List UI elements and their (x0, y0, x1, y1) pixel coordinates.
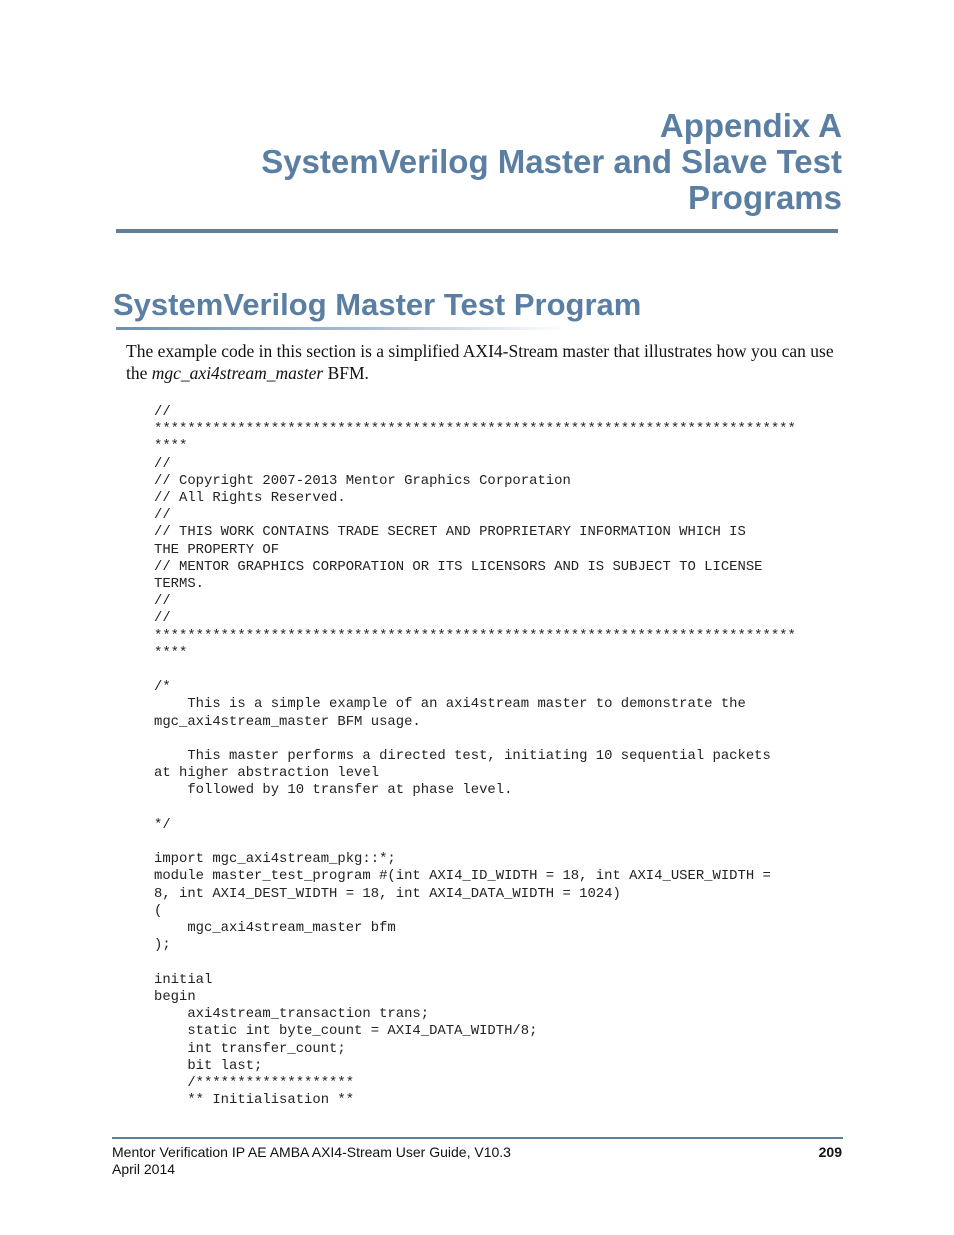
code-line: import mgc_axi4stream_pkg::*; (154, 851, 396, 868)
code-line: THE PROPERTY OF (154, 541, 280, 558)
code-line: This is a simple example of an axi4stream master to demonstrate the (154, 696, 746, 713)
code-line: module master_test_program #(int AXI4_ID_WIDTH = 18, int AXI4_USER_WIDTH = (154, 868, 771, 885)
code-line: **** (154, 644, 188, 661)
footer-info (112, 1144, 511, 1178)
footer-divider (112, 1137, 843, 1139)
code-line: TERMS. (154, 576, 205, 593)
code-line: ( (154, 902, 163, 919)
code-listing (154, 404, 854, 1109)
code-line: int transfer_count; (154, 1040, 346, 1057)
code-line: This master performs a directed test, initiating 10 sequential packets (154, 748, 771, 765)
code-line: ***************************************************************************** (154, 421, 796, 438)
footer-date: April 2014 (112, 1161, 176, 1177)
code-line: mgc_axi4stream_master BFM usage. (154, 713, 421, 730)
code-line: // (154, 455, 171, 472)
chapter-title-line-3: Programs (687, 179, 842, 216)
code-line: /* (154, 679, 171, 696)
chapter-title-line-2: SystemVerilog Master and Slave Test (261, 143, 842, 180)
intro-paragraph (126, 340, 846, 384)
section-title: SystemVerilog Master Test Program (113, 287, 642, 322)
code-line: static int byte_count = AXI4_DATA_WIDTH/8; (154, 1023, 538, 1040)
code-line: // All Rights Reserved. (154, 490, 346, 507)
intro-text-before: The example code in this section is a simplified AXI4-Stream master that illustrates how you can use the (126, 341, 834, 383)
footer-guide-title: Mentor Verification IP AE AMBA AXI4-Stream User Guide, V10.3 (112, 1144, 511, 1160)
code-line: bit last; (154, 1057, 263, 1074)
code-line: initial (154, 971, 213, 988)
code-line: // (154, 593, 171, 610)
code-line: ); (154, 937, 171, 954)
code-line: ***************************************************************************** (154, 627, 796, 644)
code-line: // MENTOR GRAPHICS CORPORATION OR ITS LICENSORS AND IS SUBJECT TO LICENSE (154, 558, 763, 575)
code-line: /******************* (154, 1074, 355, 1091)
chapter-title (82, 108, 842, 216)
code-line: // (154, 610, 171, 627)
code-line: mgc_axi4stream_master bfm (154, 920, 396, 937)
chapter-title-line-1: Appendix A (659, 107, 842, 144)
page-number: 209 (818, 1144, 842, 1160)
code-line: // THIS WORK CONTAINS TRADE SECRET AND PROPRIETARY INFORMATION WHICH IS (154, 524, 746, 541)
intro-bfm-name: mgc_axi4stream_master (151, 363, 324, 383)
chapter-divider (116, 229, 838, 233)
code-line: at higher abstraction level (154, 765, 380, 782)
code-line: // Copyright 2007-2013 Mentor Graphics Corporation (154, 472, 571, 489)
code-line: */ (154, 816, 171, 833)
code-line: // (154, 404, 171, 420)
code-line: begin (154, 988, 196, 1005)
code-line: axi4stream_transaction trans; (154, 1006, 430, 1023)
section-divider (116, 327, 566, 330)
code-line: followed by 10 transfer at phase level. (154, 782, 513, 799)
code-line: ** Initialisation ** (154, 1092, 355, 1109)
code-line: // (154, 507, 171, 524)
intro-text-after: BFM. (323, 363, 369, 383)
code-line: **** (154, 438, 188, 455)
code-line: 8, int AXI4_DEST_WIDTH = 18, int AXI4_DATA_WIDTH = 1024) (154, 885, 621, 902)
